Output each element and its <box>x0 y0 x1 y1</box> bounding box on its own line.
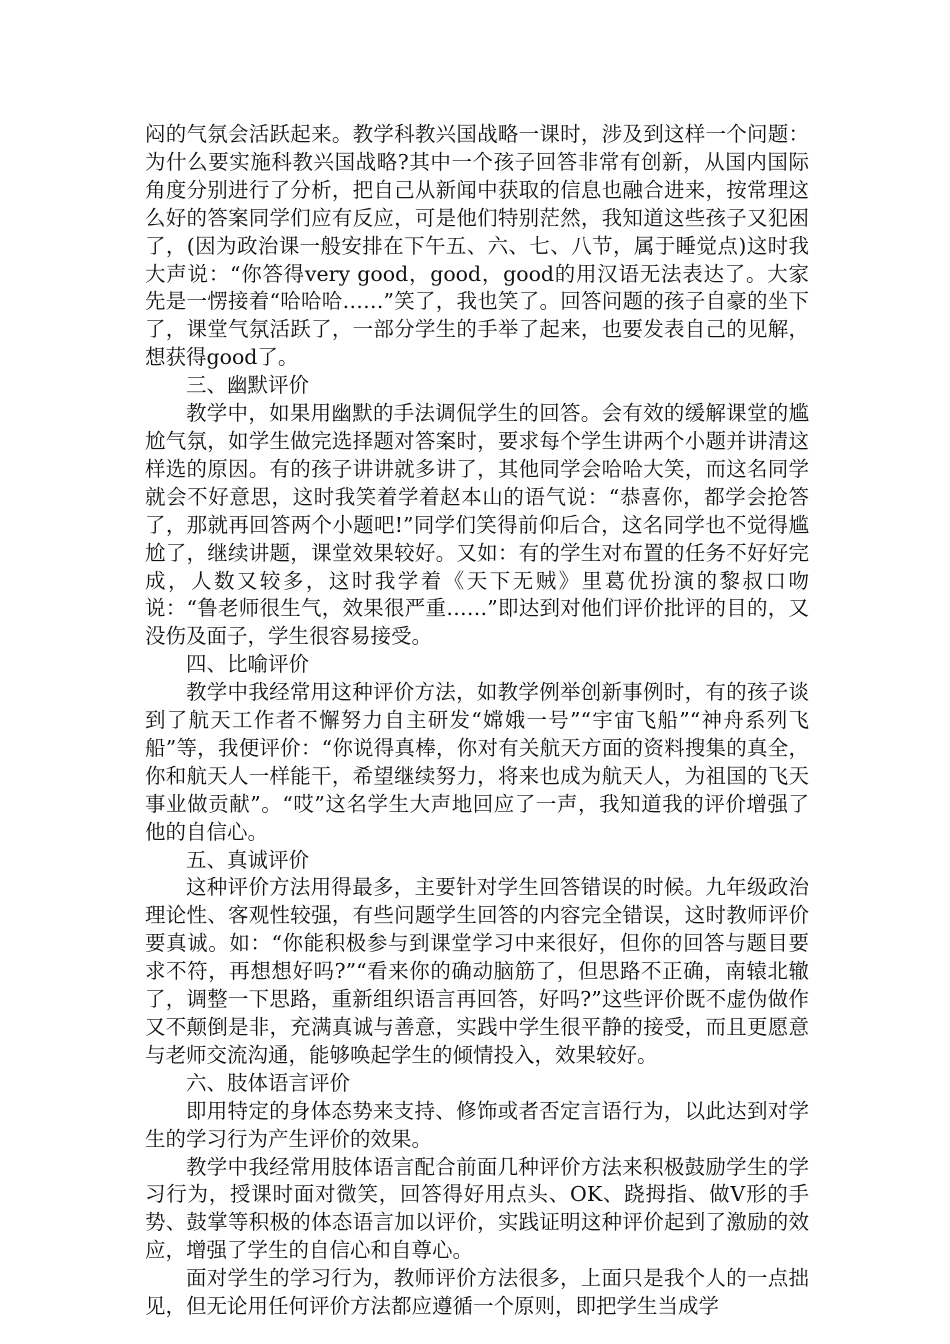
section-heading-sincere: 五、真诚评价 <box>186 847 309 872</box>
paragraph-body-language-practice: 教学中我经常用肢体语言配合前面几种评价方法来积极鼓励学生的学习行为，授课时面对微笑，回答得好用点头、OK、跷拇指、做V形的手势、鼓掌等积极的体态语言加以评价，实践证明这种评价起到了激励的效应，增强了学生的自信心和自尊心。 <box>145 1154 809 1263</box>
paragraph-body-language-definition: 即用特定的身体态势来支持、修饰或者否定言语行为，以此达到对学生的学习行为产生评价的效果。 <box>145 1098 809 1151</box>
paragraph-metaphor: 教学中我经常用这种评价方法，如教学例举创新事例时，有的孩子谈到了航天工作者不懈努力自主研发“嫦娥一号”“宇宙飞船”“神舟系列飞船”等，我便评价：“你说得真棒，你对有关航天方面的资料搜集的真全，你和航天人一样能干，希望继续努力，将来也成为航天人，为祖国的飞天事业做贡献”。“哎”这名学生大声地回应了一声，我知道我的评价增强了他的自信心。 <box>145 680 809 844</box>
paragraph-sincere: 这种评价方法用得最多，主要针对学生回答错误的时候。九年级政治理论性、客观性较强，有些问题学生回答的内容完全错误，这时教师评价要真诚。如：“你能积极参与到课堂学习中来很好，但你的回答与题目要求不符，再想想好吗?”“看来你的确动脑筋了，但思路不正确，南辕北辙了，调整一下思路，重新组织语言再回答，好吗?”这些评价既不虚伪做作又不颠倒是非，充满真诚与善意，实践中学生很平静的接受，而且更愿意与老师交流沟通，能够唤起学生的倾情投入，效果较好。 <box>145 875 809 1067</box>
section-heading-humor: 三、幽默评价 <box>186 373 309 398</box>
paragraph-conclusion: 面对学生的学习行为，教师评价方法很多，上面只是我个人的一点拙见，但无论用任何评价方法都应遵循一个原则，即把学生当成学 <box>145 1266 809 1319</box>
paragraph-continuation: 闷的气氛会活跃起来。教学科教兴国战略一课时，涉及到这样一个问题：为什么要实施科教兴国战略?其中一个孩子回答非常有创新，从国内国际角度分别进行了分析，把自己从新闻中获取的信息也融合进来，按常理这么好的答案同学们应有反应，可是他们特别茫然，我知道这些孩子又犯困了，(因为政治课一般安排在下午五、六、七、八节，属于睡觉点)这时我大声说：“你答得very good，good，good的用汉语无法表达了。大家先是一愣接着“哈哈哈……”笑了，我也笑了。回答问题的孩子自豪的坐下了，课堂气氛活跃了，一部分学生的手举了起来，也要发表自己的见解，想获得good了。 <box>145 122 809 370</box>
paragraph-humor: 教学中，如果用幽默的手法调侃学生的回答。会有效的缓解课堂的尴尬气氛，如学生做完选择题对答案时，要求每个学生讲两个小题并讲清这样选的原因。有的孩子讲讲就多讲了，其他同学会哈哈大笑，而这名同学就会不好意思，这时我笑着学着赵本山的语气说：“恭喜你，都学会抢答了，那就再回答两个小题吧!”同学们笑得前仰后合，这名同学也不觉得尴尬了，继续讲题，课堂效果较好。又如：有的学生对布置的任务不好好完成，人数又较多，这时我学着《天下无贼》里葛优扮演的黎叔口吻说：“鲁老师很生气，效果很严重……”即达到对他们评价批评的目的，又没伤及面子，学生很容易接受。 <box>145 401 809 649</box>
section-heading-body-language: 六、肢体语言评价 <box>186 1070 350 1095</box>
section-heading-metaphor: 四、比喻评价 <box>186 652 309 677</box>
document-body <box>145 121 809 1321</box>
